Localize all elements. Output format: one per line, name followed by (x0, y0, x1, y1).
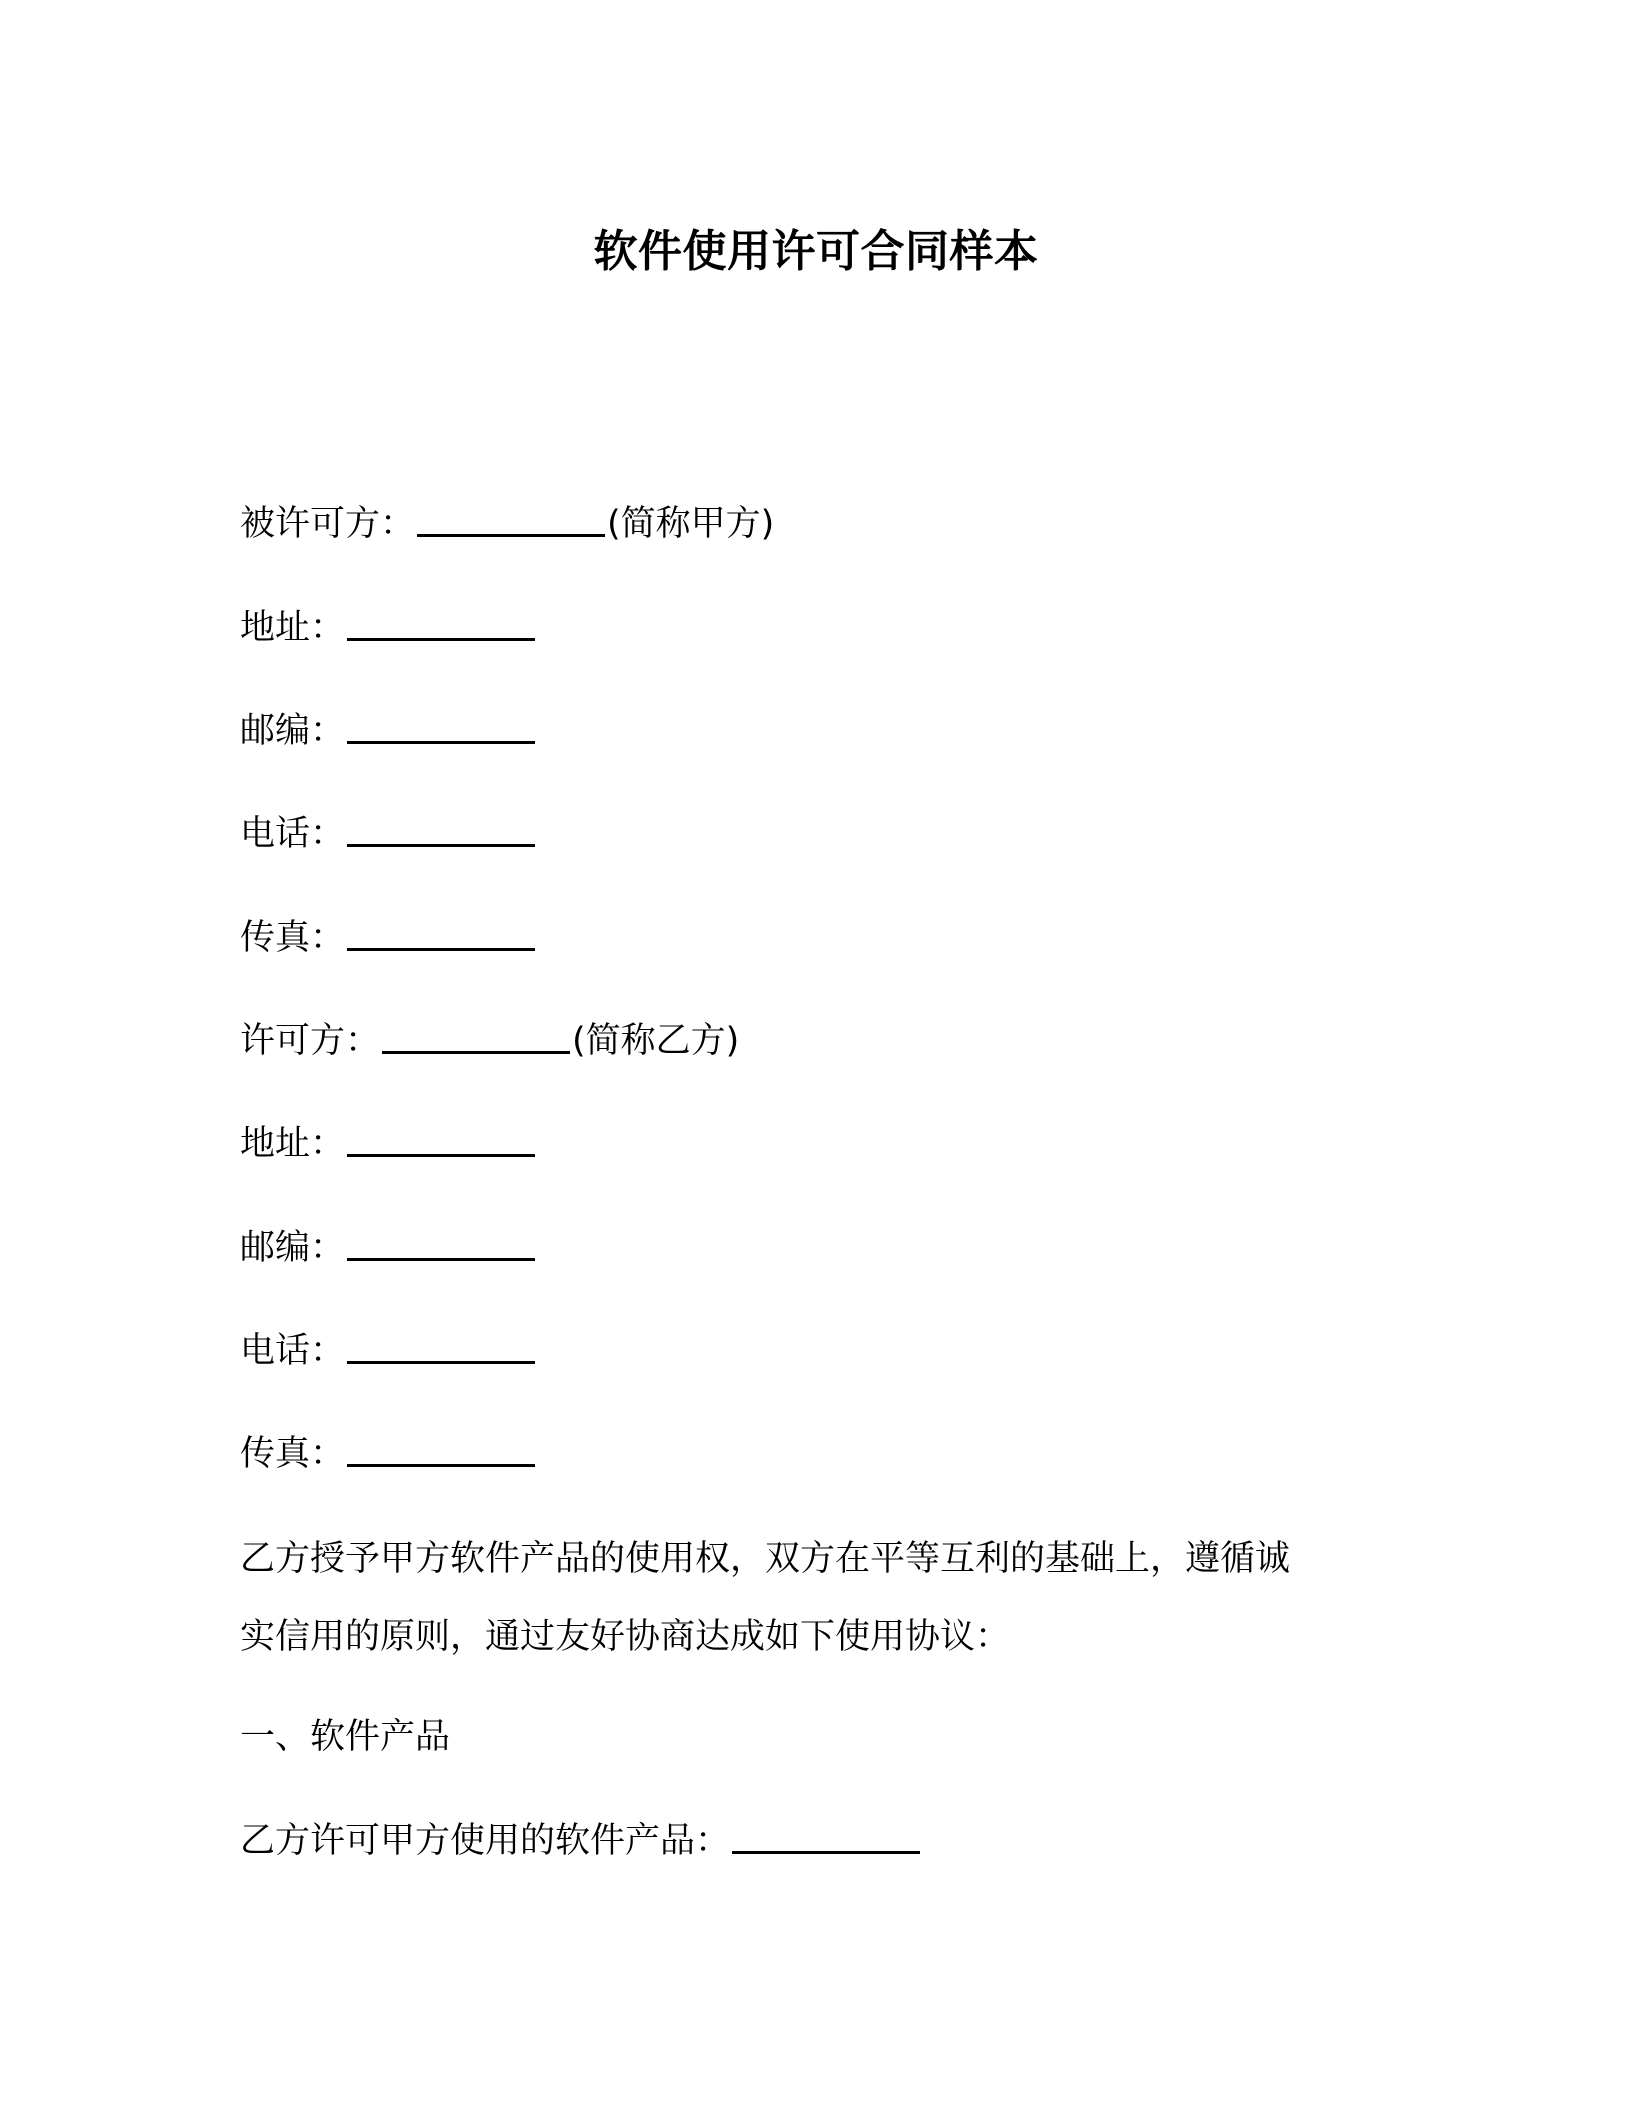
licensor-fax-line (240, 1428, 537, 1479)
preamble-paragraph (240, 1520, 1400, 1676)
licensee-label: 被许可方： (240, 504, 416, 544)
licensor-phone-line (240, 1325, 537, 1376)
licensee-suffix: (简称甲方) (607, 504, 775, 544)
licensor-postcode-blank[interactable] (347, 1224, 535, 1261)
software-product-label: 乙方许可甲方使用的软件产品： (240, 1821, 731, 1861)
licensor-fax-blank[interactable] (347, 1430, 535, 1467)
licensor-postcode-label: 邮编： (240, 1228, 346, 1268)
licensee-postcode-blank[interactable] (347, 707, 535, 744)
licensee-phone-blank[interactable] (347, 810, 535, 847)
document-title: 软件使用许可合同样本 (593, 226, 1039, 277)
licensee-postcode-line (240, 705, 537, 756)
licensee-phone-line (240, 808, 537, 859)
licensor-address-line (240, 1118, 537, 1169)
licensee-address-blank[interactable] (347, 604, 535, 641)
licensee-address-label: 地址： (240, 608, 346, 648)
licensee-fax-label: 传真： (240, 918, 346, 958)
licensor-line (240, 1015, 739, 1066)
licensor-suffix: (简称乙方) (572, 1021, 740, 1061)
section-1-heading: 一、软件产品 (240, 1717, 451, 1757)
licensee-fax-line (240, 912, 537, 963)
software-product-line (240, 1815, 922, 1866)
licensor-postcode-line (240, 1222, 537, 1273)
licensee-line (240, 498, 774, 549)
licensee-phone-label: 电话： (240, 814, 346, 854)
licensor-blank[interactable] (382, 1017, 570, 1054)
licensee-fax-blank[interactable] (347, 914, 535, 951)
licensor-fax-label: 传真： (240, 1434, 346, 1474)
licensee-postcode-label: 邮编： (240, 711, 346, 751)
licensor-phone-label: 电话： (240, 1331, 346, 1371)
preamble-line-1: 乙方授予甲方软件产品的使用权，双方在平等互利的基础上，遵循诚 (240, 1539, 1291, 1579)
preamble-line-2: 实信用的原则，通过友好协商达成如下使用协议： (240, 1617, 1011, 1657)
licensee-address-line (240, 602, 537, 653)
software-product-blank[interactable] (732, 1817, 920, 1854)
licensor-phone-blank[interactable] (347, 1327, 535, 1364)
licensor-label: 许可方： (240, 1021, 381, 1061)
licensee-blank[interactable] (417, 500, 605, 537)
licensor-address-blank[interactable] (347, 1120, 535, 1157)
licensor-address-label: 地址： (240, 1124, 346, 1164)
